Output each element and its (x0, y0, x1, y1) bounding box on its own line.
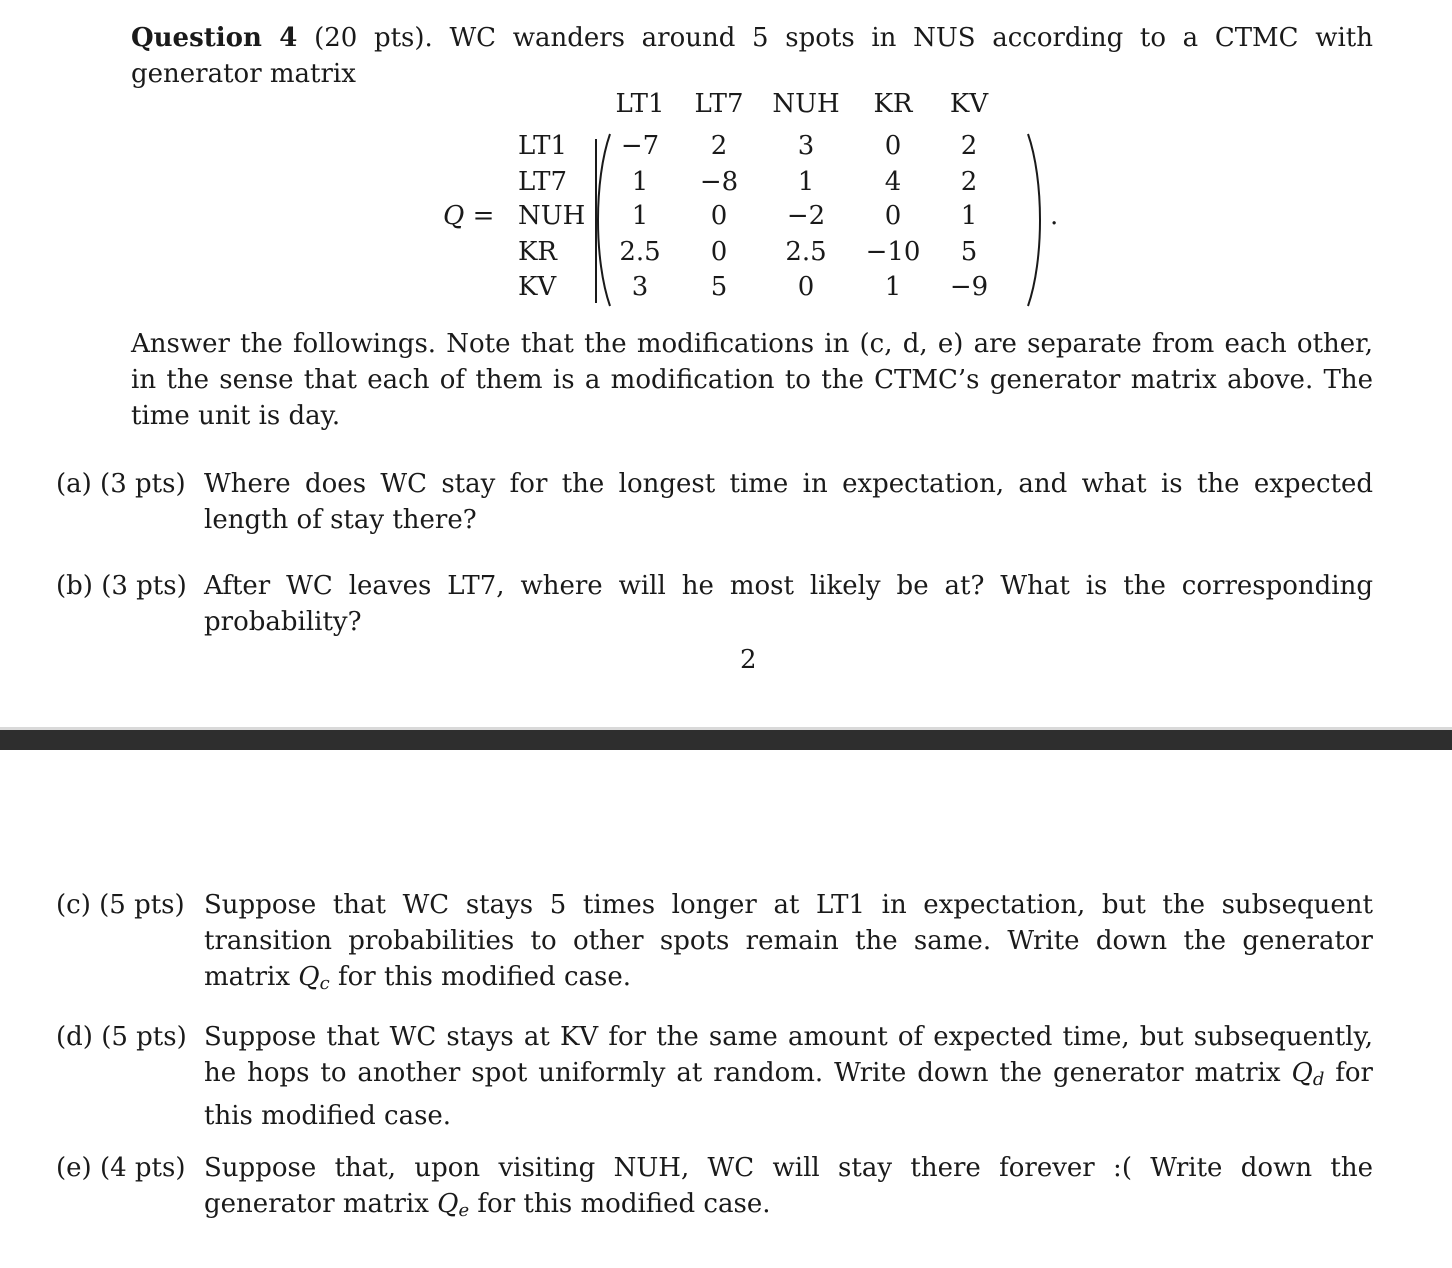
matrix-cell: −10 (865, 237, 921, 267)
matrix-cell: 1 (960, 201, 978, 231)
matrix-cell: 5 (960, 237, 978, 267)
part-a-text: Where does WC stay for the longest time in expectation, and what is the expected length of stay there? (204, 469, 1373, 535)
matrix-cell: 3 (797, 131, 815, 161)
matrix-period: . (1050, 201, 1059, 231)
col-header-kr: KR (873, 89, 913, 119)
matrix-cell: 1 (884, 272, 902, 302)
matrix-cell: 0 (710, 237, 728, 267)
row-label-kv: KV (518, 272, 557, 302)
right-parenthesis (1024, 130, 1046, 310)
matrix-cell: 1 (631, 167, 649, 197)
generator-matrix (0, 0, 1452, 320)
matrix-cell: 2 (710, 131, 728, 161)
col-header-kv: KV (949, 89, 989, 119)
matrix-cell: 1 (797, 167, 815, 197)
matrix-cell: −2 (786, 201, 826, 231)
row-label-lt1: LT1 (518, 131, 568, 161)
part-b-label: (b) (3 pts) (56, 571, 187, 601)
matrix-cell: 0 (884, 131, 902, 161)
matrix-cell: 1 (631, 201, 649, 231)
matrix-cell: 2.5 (619, 237, 661, 267)
intro-paragraph: Answer the followings. Note that the modifications in (c, d, e) are separate from each other, in the sense that each of them is a modification to the CTMC’s generator matrix above. The time unit is day. (131, 329, 1373, 431)
part-e-label: (e) (4 pts) (56, 1153, 186, 1183)
part-d-label: (d) (5 pts) (56, 1022, 187, 1052)
part-c-text: Suppose that WC stays 5 times longer at LT1 in expectation, but the subsequent transition probabilities to other spots remain the same. Write down the generator matrix $Q_c$ for this modified case. (204, 890, 1373, 994)
matrix-cell: 2 (960, 167, 978, 197)
part-d-text: Suppose that WC stays at KV for the same amount of expected time, but subsequently, he hops to another spot uniformly at random. Write down the generator matrix $Q_d$ for this modified case. (204, 1022, 1373, 1131)
matrix-lhs: Q = (443, 201, 495, 231)
page-number: 2 (740, 645, 757, 675)
row-label-nuh: NUH (518, 201, 586, 231)
question-title: Question 4 (131, 23, 298, 53)
matrix-cell: 5 (710, 272, 728, 302)
row-label-lt7: LT7 (518, 167, 568, 197)
part-c-label: (c) (5 pts) (56, 890, 185, 920)
matrix-cell: −9 (949, 272, 989, 302)
matrix-cell: 0 (884, 201, 902, 231)
part-e-text: Suppose that, upon visiting NUH, WC will stay there forever :( Write down the generator matrix $Q_e$ for this modified case. (204, 1153, 1373, 1221)
col-header-lt7: LT7 (694, 89, 744, 119)
col-header-nuh: NUH (772, 89, 840, 119)
row-label-kr: KR (518, 237, 557, 267)
matrix-cell: 3 (631, 272, 649, 302)
matrix-cell: 0 (710, 201, 728, 231)
part-a-label: (a) (3 pts) (56, 469, 186, 499)
matrix-cell: −7 (620, 131, 660, 161)
col-header-lt1: LT1 (615, 89, 665, 119)
part-b-text: After WC leaves LT7, where will he most likely be at? What is the corresponding probability? (204, 571, 1373, 637)
question-text: (20 pts). WC wanders around 5 spots in NUS according to a CTMC with generator matrix (131, 23, 1373, 89)
matrix-cell: 0 (797, 272, 815, 302)
page-divider (0, 730, 1452, 750)
matrix-cell: 2 (960, 131, 978, 161)
matrix-cell: 2.5 (785, 237, 827, 267)
matrix-cell: −8 (699, 167, 739, 197)
matrix-cell: 4 (884, 167, 902, 197)
